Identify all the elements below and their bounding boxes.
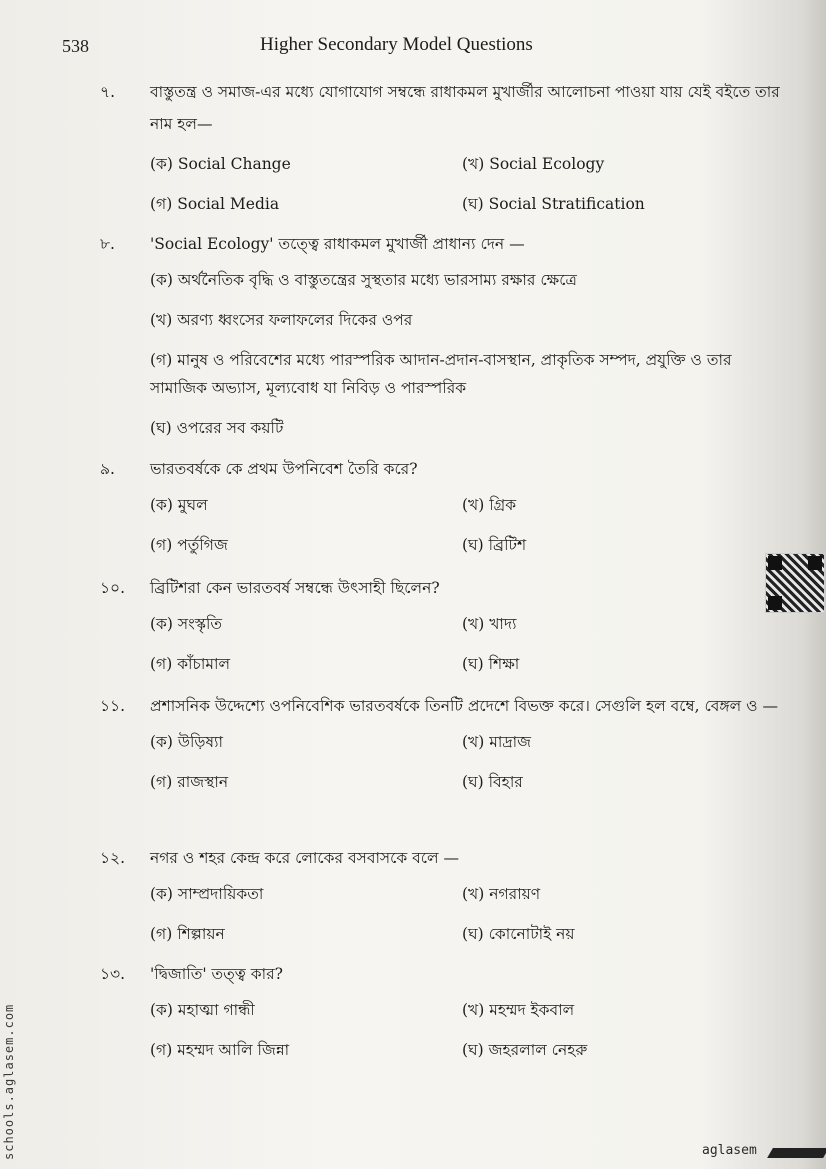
- option-kha: (খ) Social Ecology: [462, 155, 605, 173]
- question-10: [100, 572, 790, 684]
- question-text: ব্রিটিশরা কেন ভারতবর্ষ সম্বন্ধে উৎসাহী ছিলেন?: [150, 579, 440, 597]
- option-ka: (ক) Social Change: [150, 155, 291, 173]
- question-text: বাস্তুতন্ত্র ও সমাজ-এর মধ্যে যোগাযোগ সম্বন্ধে রাধাকমল মুখার্জীর আলোচনা পাওয়া যায় যেই বইতে তার নাম হল—: [150, 83, 780, 133]
- option-ka: (ক) মুঘল: [150, 496, 208, 514]
- option-gha: (ঘ) Social Stratification: [462, 195, 645, 213]
- question-number: ১০.: [100, 579, 126, 597]
- option-ga: (গ) রাজস্থান: [150, 773, 229, 791]
- option-ka: (ক) অর্থনৈতিক বৃদ্ধি ও বাস্তুতন্ত্রের সুস্থতার মধ্যে ভারসাম্য রক্ষার ক্ষেত্রে: [150, 271, 577, 289]
- option-ka: (ক) মহাত্মা গান্ধী: [150, 1001, 255, 1019]
- question-number: ৭.: [100, 83, 116, 101]
- running-title: Higher Secondary Model Questions: [260, 34, 533, 55]
- side-watermark: schools.aglasem.com: [2, 1003, 16, 1160]
- question-11: [100, 690, 790, 802]
- question-number: ১২.: [100, 849, 126, 867]
- option-gha: (ঘ) কোনোটাই নয়: [462, 925, 575, 943]
- option-kha: (খ) গ্রিক: [462, 496, 517, 514]
- option-kha: (খ) মহম্মদ ইকবাল: [462, 1001, 575, 1019]
- option-ka: (ক) সংস্কৃতি: [150, 615, 223, 633]
- option-kha: (খ) খাদ্য: [462, 615, 517, 633]
- page-number: 538: [62, 36, 89, 56]
- qr-code-icon: [765, 553, 825, 613]
- option-gha: (ঘ) ওপরের সব কয়টি: [150, 419, 284, 437]
- option-ga: (গ) পর্তুগিজ: [150, 536, 228, 554]
- option-gha: (ঘ) বিহার: [462, 773, 523, 791]
- option-gha: (ঘ) জহরলাল নেহরু: [462, 1041, 588, 1059]
- option-kha: (খ) নগরায়ণ: [462, 885, 541, 903]
- option-gha: (ঘ) শিক্ষা: [462, 655, 520, 673]
- option-ka: (ক) সাম্প্রদায়িকতা: [150, 885, 264, 903]
- question-number: ৯.: [100, 460, 115, 478]
- option-ga: (গ) কাঁচামাল: [150, 655, 231, 673]
- question-text: 'দ্বিজাতি' তত্ত্ব কার?: [150, 965, 283, 983]
- question-text: নগর ও শহর কেন্দ্র করে লোকের বসবাসকে বলে —: [150, 849, 460, 867]
- question-text: প্রশাসনিক উদ্দেশ্যে ওপনিবেশিক ভারতবর্ষকে তিনটি প্রদেশে বিভক্ত করে। সেগুলি হল বম্বে, বেঙ্গল ও —: [150, 697, 778, 715]
- question-text: 'Social Ecology' তত্ত্বে রাধাকমল মুখার্জী প্রাধান্য দেন —: [150, 235, 525, 253]
- page-header: [62, 30, 762, 60]
- option-kha: (খ) অরণ্য ধ্বংসের ফলাফলের দিকের ওপর: [150, 311, 413, 329]
- corner-watermark: aglasem: [702, 1143, 757, 1158]
- question-number: ১৩.: [100, 965, 126, 983]
- question-8: [100, 228, 790, 448]
- option-ga: (গ) Social Media: [150, 195, 280, 213]
- option-kha: (খ) মাদ্রাজ: [462, 733, 531, 751]
- question-13: [100, 958, 790, 1070]
- option-ka: (ক) উড়িষ্যা: [150, 733, 224, 751]
- corner-decoration: [767, 1148, 826, 1158]
- option-ga: (গ) শিল্পায়ন: [150, 925, 225, 943]
- question-number: ৮.: [100, 235, 115, 253]
- question-12: [100, 842, 790, 954]
- question-number: ১১.: [100, 697, 126, 715]
- question-9: [100, 453, 790, 565]
- question-7: [100, 76, 790, 224]
- option-gha: (ঘ) ব্রিটিশ: [462, 536, 527, 554]
- option-ga: (গ) মানুষ ও পরিবেশের মধ্যে পারস্পরিক আদান-প্রদান-বাসস্থান, প্রাকৃতিক সম্পদ, প্রযুক্তি ও তার সামাজিক অভ্যাস, মূল্যবোধ যা নিবিড় ও পারস্পরিক: [150, 351, 732, 397]
- option-ga: (গ) মহম্মদ আলি জিন্না: [150, 1041, 290, 1059]
- question-text: ভারতবর্ষকে কে প্রথম উপনিবেশ তৈরি করে?: [150, 460, 418, 478]
